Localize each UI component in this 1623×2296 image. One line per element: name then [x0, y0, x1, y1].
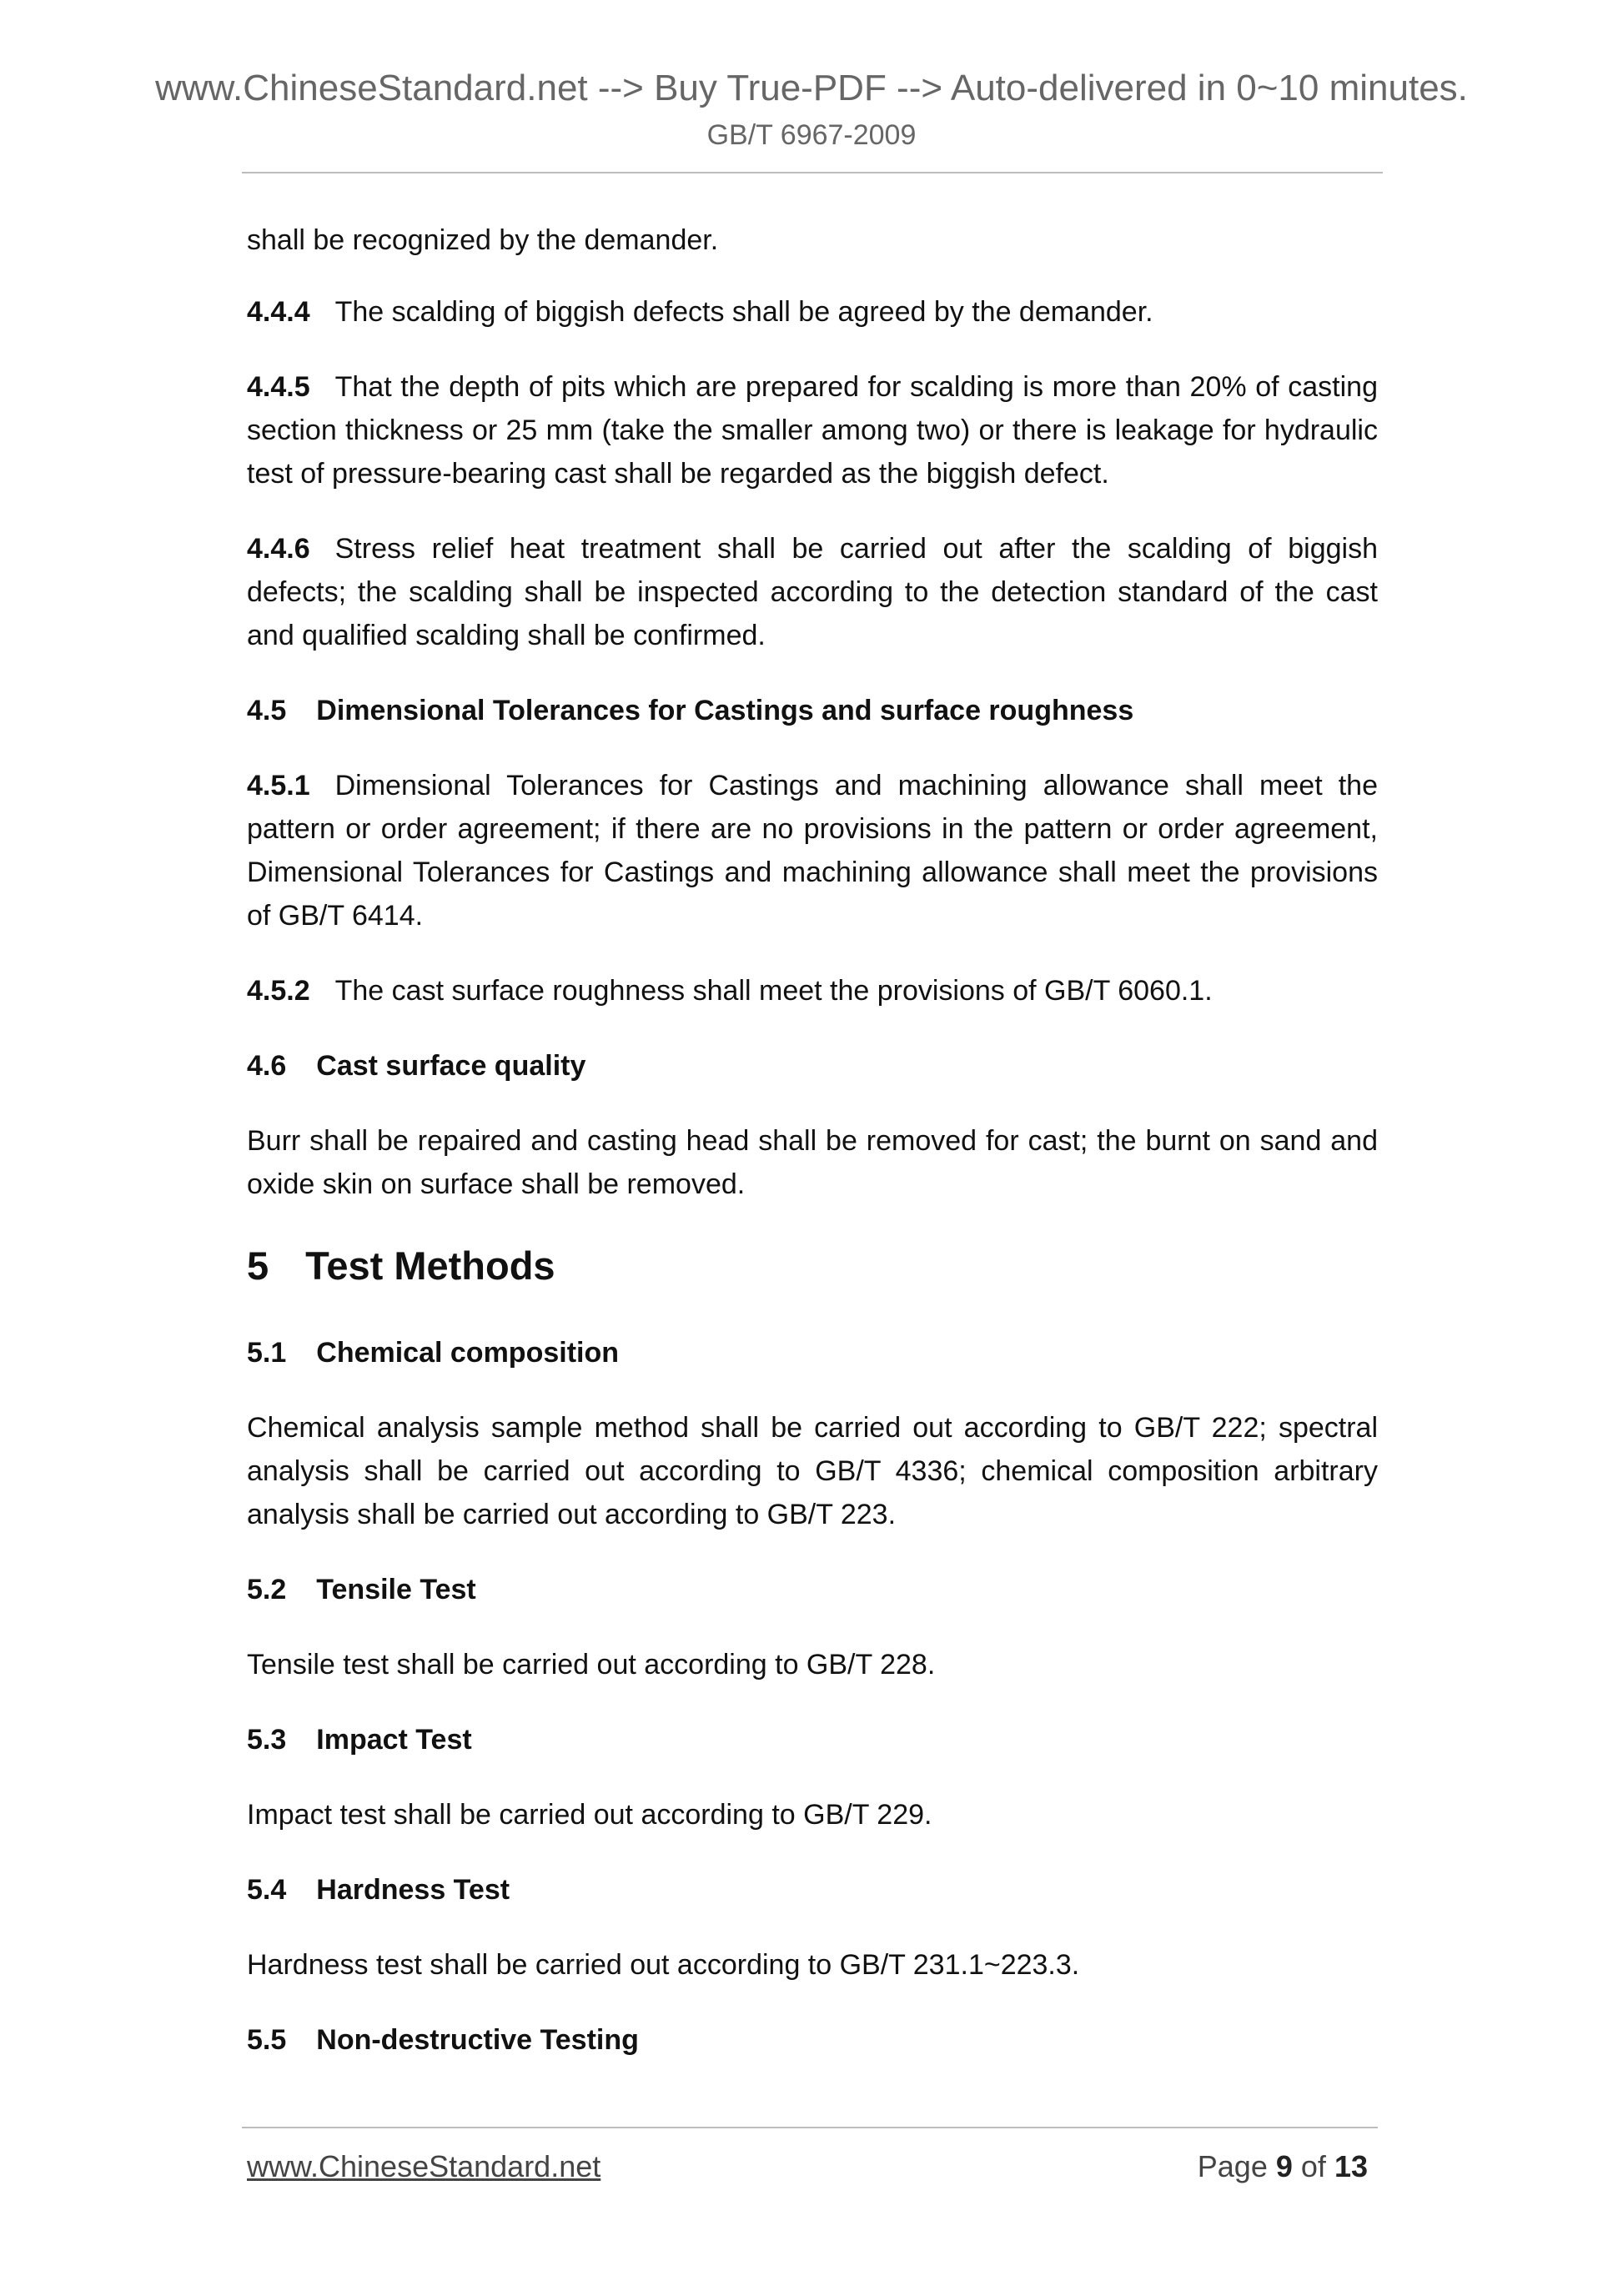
section-title: Tensile Test	[316, 1574, 476, 1605]
section-heading-5-2	[247, 1568, 1378, 1611]
document-body	[247, 219, 1378, 2093]
clause-number: 4.5.1	[247, 770, 310, 801]
clause-text: The scalding of biggish defects shall be agreed by the demander.	[334, 296, 1153, 328]
clause-4-5-1	[247, 764, 1378, 937]
page-label: Page	[1197, 2149, 1268, 2183]
section-number: 5.3	[247, 1724, 287, 1756]
footer-website-link[interactable]: www.ChineseStandard.net	[247, 2149, 601, 2183]
paragraph-5-3: Impact test shall be carried out according to GB/T 229.	[247, 1799, 932, 1831]
section-number: 4.5	[247, 695, 287, 726]
clause-4-4-4	[247, 290, 1378, 334]
section-title: Chemical composition	[316, 1337, 619, 1369]
section-heading-5-1	[247, 1331, 1378, 1374]
section-heading-4-5	[247, 689, 1378, 732]
section-number: 5.4	[247, 1874, 287, 1906]
page-current: 9	[1275, 2149, 1293, 2183]
standard-code: GB/T 6967-2009	[706, 119, 917, 151]
section-heading-5-4	[247, 1868, 1378, 1912]
section-title: Hardness Test	[316, 1874, 510, 1906]
clause-number: 4.5.2	[247, 975, 310, 1007]
header-banner[interactable]: www.ChineseStandard.net --> Buy True-PDF --> Auto-delivered in 0~10 minutes.	[155, 68, 1468, 108]
section-number: 5.1	[247, 1337, 287, 1369]
chapter-number: 5	[247, 1243, 269, 1288]
section-title: Impact Test	[316, 1724, 472, 1756]
section-title: Dimensional Tolerances for Castings and surface roughness	[316, 695, 1134, 726]
paragraph-5-2: Tensile test shall be carried out according to GB/T 228.	[247, 1649, 936, 1681]
clause-4-4-5	[247, 365, 1378, 495]
continuation-paragraph: shall be recognized by the demander.	[247, 224, 719, 256]
paragraph-4-6: Burr shall be repaired and casting head shall be removed for cast; the burnt on sand and oxide skin on surface shall be removed.	[247, 1125, 1378, 1200]
page-total: 13	[1334, 2149, 1368, 2183]
clause-number: 4.4.4	[247, 296, 310, 328]
clause-number: 4.4.6	[247, 533, 310, 565]
section-heading-4-6	[247, 1044, 1378, 1088]
clause-number: 4.4.5	[247, 371, 310, 403]
chapter-title: Test Methods	[305, 1243, 555, 1288]
footer-divider	[242, 2127, 1378, 2128]
section-number: 5.2	[247, 1574, 287, 1605]
paragraph-5-1: Chemical analysis sample method shall be carried out according to GB/T 222; spectral analysis shall be carried out according to GB/T 4336; chemical composition arbitrary analysis shall be carried out according to GB/T 223.	[247, 1412, 1378, 1530]
section-heading-5-5	[247, 2018, 1378, 2062]
section-title: Cast surface quality	[316, 1050, 586, 1082]
page-indicator	[1198, 2148, 1368, 2186]
paragraph-5-4: Hardness test shall be carried out according to GB/T 231.1~223.3.	[247, 1949, 1080, 1981]
clause-text: Dimensional Tolerances for Castings and machining allowance shall meet the pattern or order agreement; if there are no provisions in the pattern or order agreement, Dimensional Tolerances for Castings and machining allowance shall meet the provisions of GB/T 6414.	[247, 770, 1378, 932]
clause-4-4-6	[247, 527, 1378, 657]
header-divider	[242, 172, 1383, 173]
clause-text: Stress relief heat treatment shall be carried out after the scalding of biggish defects; the scalding shall be inspected according to the detection standard of the cast and qualified scalding shall be confirmed.	[247, 533, 1378, 651]
section-title: Non-destructive Testing	[316, 2024, 639, 2056]
section-heading-5-3	[247, 1718, 1378, 1761]
section-number: 4.6	[247, 1050, 287, 1082]
chapter-heading-5	[247, 1241, 1378, 1291]
clause-text: The cast surface roughness shall meet the provisions of GB/T 6060.1.	[334, 975, 1213, 1007]
page-of: of	[1300, 2149, 1326, 2183]
section-number: 5.5	[247, 2024, 287, 2056]
clause-4-5-2	[247, 969, 1378, 1012]
clause-text: That the depth of pits which are prepared for scalding is more than 20% of casting section thickness or 25 mm (take the smaller among two) or there is leakage for hydraulic test of pressure-bearing cast shall be regarded as the biggish defect.	[247, 371, 1378, 490]
